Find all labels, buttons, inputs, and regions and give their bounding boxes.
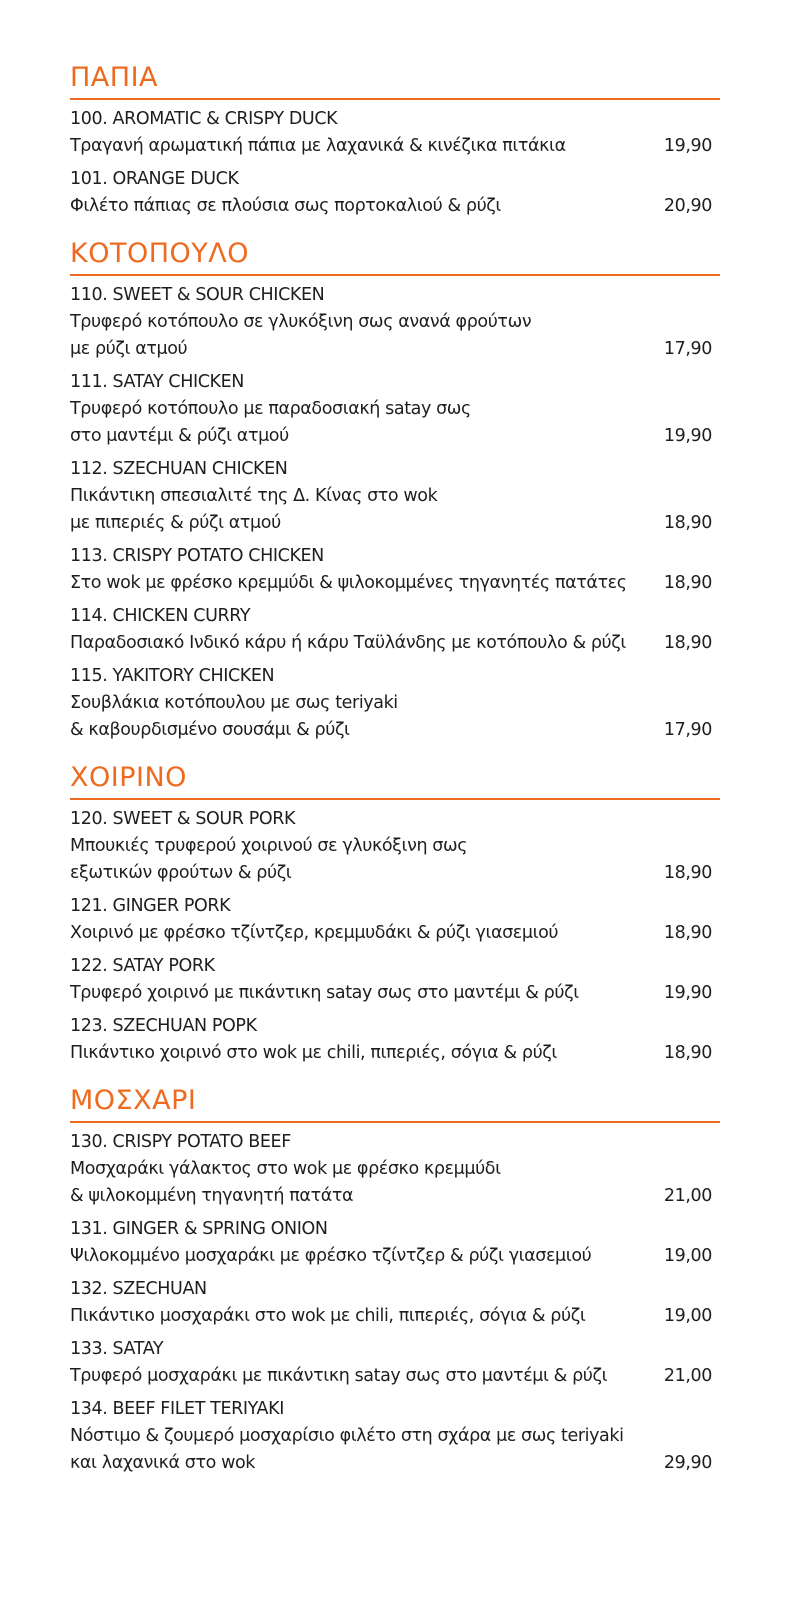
menu-item — [70, 1276, 720, 1330]
menu-items — [70, 276, 720, 744]
menu-item-name: 110. SWEET & SOUR CHICKEN — [70, 285, 325, 305]
menu-item-description-row — [70, 1243, 720, 1270]
menu-item-price: 19,90 — [663, 426, 712, 446]
menu-item-name: 132. SZECHUAN — [70, 1279, 207, 1299]
menu-item-description-row — [70, 193, 720, 220]
menu-item — [70, 893, 720, 947]
description-line: με πιπεριές & ρύζι ατμού — [70, 513, 281, 533]
menu-item-description — [70, 396, 652, 450]
menu-section — [70, 762, 720, 1067]
menu-item-name: 121. GINGER PORK — [70, 896, 231, 916]
menu-item-description-row — [70, 980, 720, 1007]
description-line: με ρύζι ατμού — [70, 339, 188, 359]
menu-item-name: 115. YAKITORY CHICKEN — [70, 666, 275, 686]
description-line: Ψιλοκομμένο μοσχαράκι με φρέσκο τζίντζερ & ρύζι γιασεμιού — [70, 1246, 592, 1266]
menu-item-price: 19,00 — [663, 1246, 712, 1266]
menu-item-name: 101. ORANGE DUCK — [70, 169, 239, 189]
description-line: Τρυφερό μοσχαράκι με πικάντικη satay σως στο μαντέμι & ρύζι — [70, 1366, 608, 1386]
menu-item-name: 133. SATAY — [70, 1339, 164, 1359]
menu-item-description — [70, 193, 652, 220]
description-line: στο μαντέμι & ρύζι ατμού — [70, 426, 289, 446]
description-line: Τρυφερό κοτόπουλο με παραδοσιακή satay σως — [70, 399, 471, 419]
description-line: Μοσχαράκι γάλακτος στο wok με φρέσκο κρεμμύδι — [70, 1159, 501, 1179]
menu-item-price: 17,90 — [663, 720, 712, 740]
menu-items — [70, 800, 720, 1067]
menu-item-description — [70, 133, 652, 160]
menu-item-description — [70, 1156, 652, 1210]
menu-item-description-row — [70, 309, 720, 363]
menu-item-description — [70, 1303, 652, 1330]
menu-item-description — [70, 980, 652, 1007]
description-line: Τρυφερό κοτόπουλο σε γλυκόξινη σως ανανά φρούτων — [70, 312, 532, 332]
description-line: εξωτικών φρούτων & ρύζι — [70, 863, 292, 883]
menu-item — [70, 953, 720, 1007]
section-title: ΧΟΙΡΙΝΟ — [70, 762, 720, 800]
menu-item-description — [70, 570, 652, 597]
menu-item-description-row — [70, 133, 720, 160]
menu-item — [70, 106, 720, 160]
description-line: Μπουκιές τρυφερού χοιρινού σε γλυκόξινη σως — [70, 836, 468, 856]
menu-item-description-row — [70, 833, 720, 887]
menu-item-price: 19,00 — [663, 1306, 712, 1326]
menu-item-description — [70, 1363, 652, 1390]
menu-item-name: 100. AROMATIC & CRISPY DUCK — [70, 109, 338, 129]
menu-item — [70, 456, 720, 537]
menu-item-description — [70, 1040, 652, 1067]
description-line: Πικάντικη σπεσιαλιτέ της Δ. Κίνας στο wok — [70, 486, 438, 506]
description-line: & ψιλοκομμένη τηγανητή πατάτα — [70, 1186, 354, 1206]
menu-item-description-row — [70, 1303, 720, 1330]
section-title: ΠΑΠΙΑ — [70, 62, 720, 100]
menu-item — [70, 166, 720, 220]
section-title: ΚΟΤΟΠΟΥΛΟ — [70, 238, 720, 276]
description-line: & καβουρδισμένο σουσάμι & ρύζι — [70, 720, 350, 740]
description-line: και λαχανικά στο wok — [70, 1453, 256, 1473]
menu-item-price: 18,90 — [663, 633, 712, 653]
menu-item-description — [70, 483, 652, 537]
description-line: Τραγανή αρωματική πάπια με λαχανικά & κινέζικα πιτάκια — [70, 136, 566, 156]
menu-section — [70, 238, 720, 744]
menu-items — [70, 100, 720, 220]
menu-page — [70, 62, 720, 1495]
menu-item-description — [70, 1243, 652, 1270]
menu-item-price: 18,90 — [663, 923, 712, 943]
menu-item-description-row — [70, 570, 720, 597]
menu-item-name: 130. CRISPY POTATO BEEF — [70, 1132, 291, 1152]
menu-item-price: 20,90 — [663, 196, 712, 216]
menu-item-price: 19,90 — [663, 136, 712, 156]
menu-item-name: 111. SATAY CHICKEN — [70, 372, 244, 392]
menu-item-name: 112. SZECHUAN CHICKEN — [70, 459, 288, 479]
description-line: Τρυφερό χοιρινό με πικάντικη satay σως στο μαντέμι & ρύζι — [70, 983, 579, 1003]
menu-item — [70, 806, 720, 887]
menu-item-name: 113. CRISPY POTATO CHICKEN — [70, 546, 324, 566]
menu-item-description — [70, 630, 652, 657]
menu-section — [70, 62, 720, 220]
menu-item — [70, 543, 720, 597]
menu-item-name: 123. SZECHUAN POPK — [70, 1016, 257, 1036]
description-line: Παραδοσιακό Ινδικό κάρυ ή κάρυ Ταϋλάνδης με κοτόπουλο & ρύζι — [70, 633, 626, 653]
menu-item-description-row — [70, 396, 720, 450]
menu-item — [70, 1396, 720, 1477]
description-line: Πικάντικο χοιρινό στο wok με chili, πιπεριές, σόγια & ρύζι — [70, 1043, 557, 1063]
menu-section — [70, 1085, 720, 1477]
menu-item-price: 21,00 — [663, 1366, 712, 1386]
description-line: Χοιρινό με φρέσκο τζίντζερ, κρεμμυδάκι & ρύζι γιασεμιού — [70, 923, 559, 943]
menu-item-description — [70, 1423, 652, 1477]
menu-item — [70, 603, 720, 657]
menu-item-price: 18,90 — [663, 513, 712, 533]
description-line: Φιλέτο πάπιας σε πλούσια σως πορτοκαλιού & ρύζι — [70, 196, 501, 216]
menu-item-description — [70, 690, 652, 744]
menu-item-price: 19,90 — [663, 983, 712, 1003]
description-line: Στο wok με φρέσκο κρεμμύδι & ψιλοκομμένες τηγανητές πατάτες — [70, 573, 627, 593]
menu-item — [70, 663, 720, 744]
menu-item — [70, 1129, 720, 1210]
menu-item-description — [70, 309, 652, 363]
menu-item-description — [70, 833, 652, 887]
menu-item-price: 17,90 — [663, 339, 712, 359]
menu-item-price: 18,90 — [663, 863, 712, 883]
section-title: ΜΟΣΧΑΡΙ — [70, 1085, 720, 1123]
menu-item-name: 122. SATAY PORK — [70, 956, 215, 976]
menu-item-description — [70, 920, 652, 947]
menu-item-price: 29,90 — [663, 1453, 712, 1473]
menu-item-description-row — [70, 1363, 720, 1390]
menu-items — [70, 1123, 720, 1477]
menu-item-description-row — [70, 920, 720, 947]
menu-item-price: 18,90 — [663, 573, 712, 593]
menu-item-description-row — [70, 483, 720, 537]
menu-item — [70, 1336, 720, 1390]
menu-item-description-row — [70, 690, 720, 744]
menu-item — [70, 1013, 720, 1067]
menu-item-price: 18,90 — [663, 1043, 712, 1063]
menu-item — [70, 282, 720, 363]
menu-item-description-row — [70, 1423, 720, 1477]
description-line: Νόστιμο & ζουμερό μοσχαρίσιο φιλέτο στη σχάρα με σως teriyaki — [70, 1426, 624, 1446]
menu-item-name: 114. CHICKEN CURRY — [70, 606, 251, 626]
menu-item-name: 134. BEEF FILET TERIYAKI — [70, 1399, 284, 1419]
menu-item-name: 131. GINGER & SPRING ONION — [70, 1219, 328, 1239]
description-line: Σουβλάκια κοτόπουλου με σως teriyaki — [70, 693, 398, 713]
menu-item — [70, 369, 720, 450]
menu-item — [70, 1216, 720, 1270]
menu-item-description-row — [70, 1156, 720, 1210]
description-line: Πικάντικο μοσχαράκι στο wok με chili, πιπεριές, σόγια & ρύζι — [70, 1306, 586, 1326]
menu-item-price: 21,00 — [663, 1186, 712, 1206]
menu-item-name: 120. SWEET & SOUR PORK — [70, 809, 296, 829]
menu-item-description-row — [70, 1040, 720, 1067]
menu-item-description-row — [70, 630, 720, 657]
